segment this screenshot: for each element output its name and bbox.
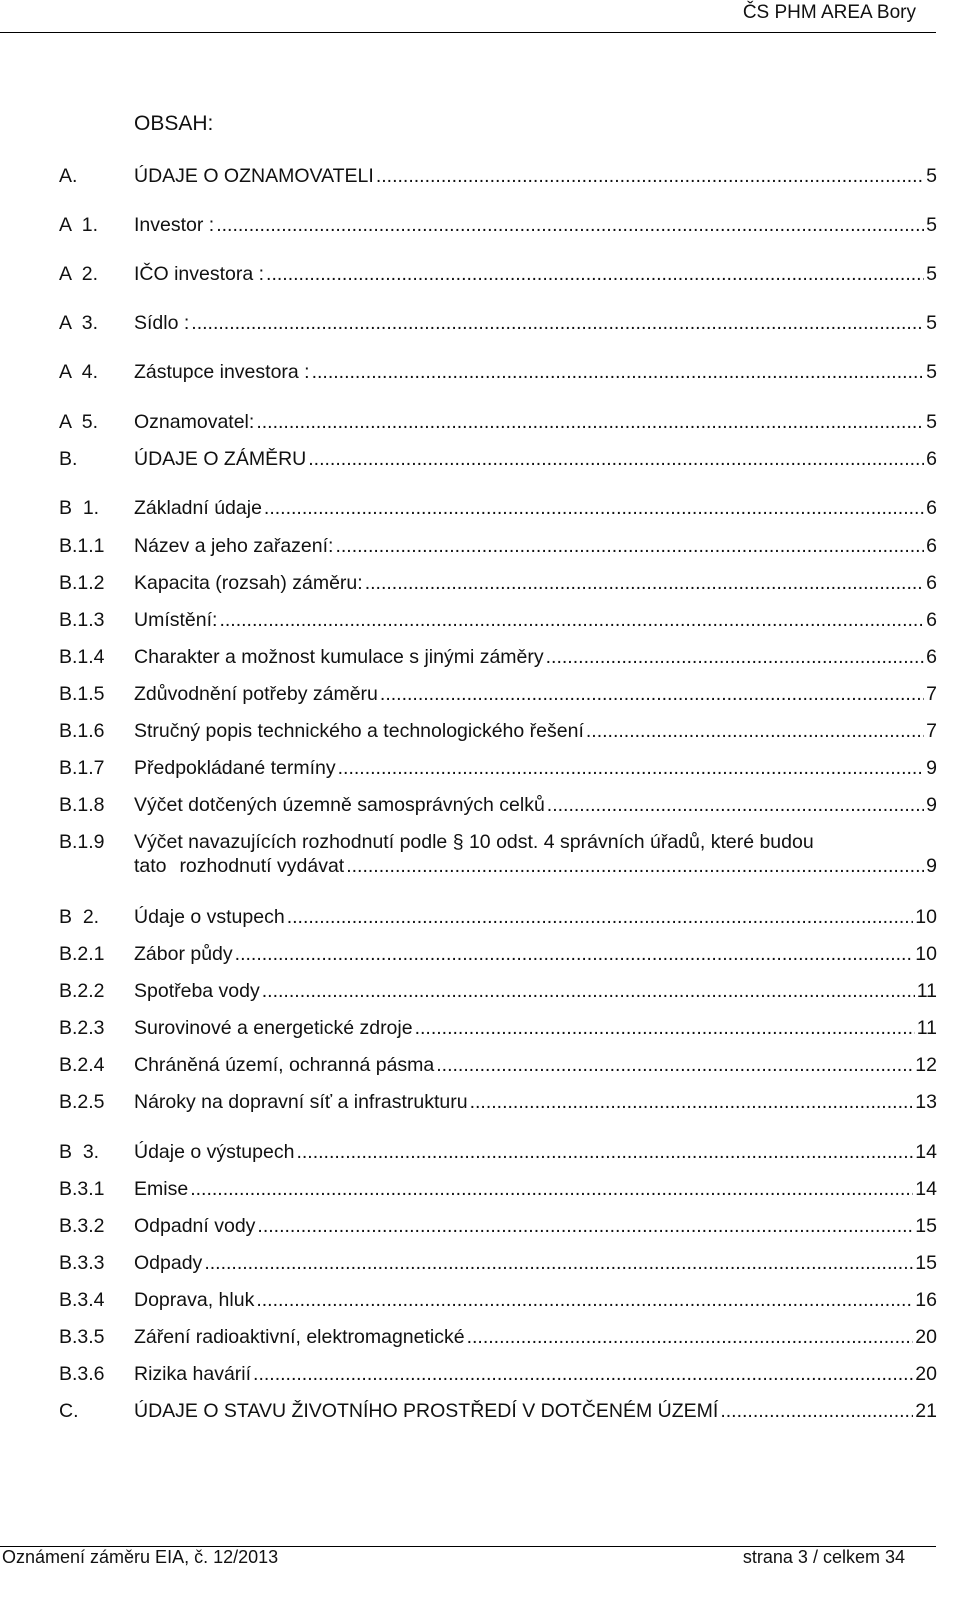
toc-entry-number: B.1.9 <box>59 831 105 853</box>
toc-entry-number: B.3.6 <box>59 1363 105 1385</box>
toc-entry-number: B.3.1 <box>59 1178 105 1200</box>
toc-entry-page: 5 <box>926 165 937 187</box>
leader-dots <box>335 534 924 558</box>
toc-entry-title: Stručný popis technického a technologického řešení <box>134 720 584 742</box>
toc-entry-title: Sídlo : <box>134 312 190 334</box>
toc-entry-title-line2-b: rozhodnutí vydávat <box>179 855 345 877</box>
toc-entry-title: Zdůvodnění potřeby záměru <box>134 683 378 705</box>
toc-entry-number: B.1.8 <box>59 794 105 816</box>
toc-entry-number: B.1.6 <box>59 720 105 742</box>
footer-document-label: Oznámení záměru EIA, č. 12/2013 <box>2 1547 279 1567</box>
toc-entry-title-line1: Výčet navazujících rozhodnutí podle § 10 odst. 4 správních úřadů, které budou <box>134 831 814 853</box>
toc-entry-number: B.2.5 <box>59 1091 105 1113</box>
toc-entry-number: B.3.3 <box>59 1252 105 1274</box>
toc-entry-number: C. <box>59 1400 79 1422</box>
toc-entry-title: ÚDAJE O STAVU ŽIVOTNÍHO PROSTŘEDÍ V DOTČENÉM ÚZEMÍ <box>134 1400 719 1422</box>
leader-dots <box>204 1251 913 1275</box>
toc-entry-number: A 3. <box>59 312 99 334</box>
leader-dots <box>266 262 924 286</box>
leader-dots <box>470 1090 914 1114</box>
toc-entry-page: 14 <box>915 1141 937 1163</box>
toc-entry-number: B.2.1 <box>59 943 105 965</box>
toc-entry-page: 9 <box>926 757 937 779</box>
toc-entry-page: 5 <box>926 312 937 334</box>
toc-entry-number: A. <box>59 165 78 187</box>
toc-entry-page: 11 <box>916 980 937 1002</box>
toc-entry-page: 5 <box>926 361 937 383</box>
toc-entry-page: 14 <box>915 1178 937 1200</box>
toc-entry-page: 13 <box>915 1091 937 1113</box>
toc-entry-number: A 5. <box>59 411 99 433</box>
leader-dots <box>296 1140 913 1164</box>
toc-entry-number: B.1.5 <box>59 683 105 705</box>
toc-entry-title: Kapacita (rozsah) záměru: <box>134 572 363 594</box>
toc-entry-number: B.2.3 <box>59 1017 105 1039</box>
leader-dots <box>312 360 925 384</box>
leader-dots <box>216 213 924 237</box>
toc-entry-title: Surovinové a energetické zdroje <box>134 1017 413 1039</box>
leader-dots <box>346 854 924 878</box>
header-rule <box>0 32 936 33</box>
leader-dots <box>436 1053 913 1077</box>
toc-entry-number: B.1.7 <box>59 757 105 779</box>
toc-entry-title: ÚDAJE O ZÁMĚRU <box>134 448 307 470</box>
leader-dots <box>256 410 924 434</box>
toc-entry-title: IČO investora : <box>134 263 265 285</box>
toc-entry-page: 5 <box>926 411 937 433</box>
toc-entry-page: 15 <box>915 1252 937 1274</box>
toc-entry-number: B 1. <box>59 497 100 519</box>
leader-dots <box>235 942 914 966</box>
toc-entry-page: 6 <box>926 646 937 668</box>
leader-dots <box>546 645 925 669</box>
toc-entry-page: 12 <box>915 1054 937 1076</box>
toc-entry-page: 10 <box>915 943 937 965</box>
toc-entry-title: Chráněná území, ochranná pásma <box>134 1054 435 1076</box>
leader-dots <box>467 1325 914 1349</box>
toc-entry-title: Základní údaje <box>134 497 262 519</box>
toc-entry-title: Předpokládané termíny <box>134 757 336 779</box>
toc-entry-page: 9 <box>926 855 937 877</box>
leader-dots <box>253 1362 913 1386</box>
leader-dots <box>287 905 914 929</box>
toc-entry-title: Odpadní vody <box>134 1215 256 1237</box>
leader-dots <box>365 571 924 595</box>
leader-dots <box>338 756 925 780</box>
toc-entry-number: B.2.4 <box>59 1054 105 1076</box>
leader-dots <box>415 1016 915 1040</box>
leader-dots <box>257 1214 913 1238</box>
toc-entry-number: B.1.1 <box>59 535 105 557</box>
toc-entry-number: B.3.5 <box>59 1326 105 1348</box>
toc-entry-title: Doprava, hluk <box>134 1289 255 1311</box>
toc-entry-title: Oznamovatel: <box>134 411 255 433</box>
toc-entry-page: 6 <box>926 609 937 631</box>
toc-entry-title: Umístění: <box>134 609 218 631</box>
toc-entry-title: Výčet dotčených územně samosprávných celků <box>134 794 545 816</box>
toc-entry-number: B.1.3 <box>59 609 105 631</box>
toc-entry-number: B. <box>59 448 78 470</box>
leader-dots <box>256 1288 913 1312</box>
toc-entry-page: 10 <box>915 906 937 928</box>
toc-entry-title: Název a jeho zařazení: <box>134 535 334 557</box>
toc-entry-title: Spotřeba vody <box>134 980 260 1002</box>
toc-entry-page: 15 <box>915 1215 937 1237</box>
toc-entry-title: Záření radioaktivní, elektromagnetické <box>134 1326 465 1348</box>
toc-entry-number: B.1.4 <box>59 646 105 668</box>
toc-entry-page: 7 <box>926 683 937 705</box>
page-header-text: ČS PHM AREA Bory <box>742 2 916 23</box>
toc-entry-title: Odpady <box>134 1252 203 1274</box>
toc-entry-page: 5 <box>926 214 937 236</box>
toc-entry-page: 11 <box>916 1017 937 1039</box>
leader-dots <box>262 979 915 1003</box>
leader-dots <box>191 311 924 335</box>
leader-dots <box>219 608 924 632</box>
toc-entry-page: 6 <box>926 448 937 470</box>
toc-entry-number: B.3.2 <box>59 1215 105 1237</box>
toc-entry-title: ÚDAJE O OZNAMOVATELI <box>134 165 374 187</box>
toc-entry-page: 20 <box>915 1326 937 1348</box>
toc-entry-title: Zástupce investora : <box>134 361 310 383</box>
leader-dots <box>190 1177 913 1201</box>
toc-entry-number: B 2. <box>59 906 100 928</box>
leader-dots <box>547 793 924 817</box>
toc-entry-number: B.2.2 <box>59 980 105 1002</box>
toc-entry-number: A 2. <box>59 263 99 285</box>
toc-entry-title: Zábor půdy <box>134 943 233 965</box>
toc-entry-title-line2-a: tato <box>134 855 167 877</box>
toc-entry-page: 21 <box>915 1400 937 1422</box>
toc-title: OBSAH: <box>134 112 214 135</box>
toc-entry-number: B.1.2 <box>59 572 105 594</box>
footer-page-number: strana 3 / celkem 34 <box>742 1547 905 1567</box>
toc-entry-page: 16 <box>915 1289 937 1311</box>
toc-entry-page: 9 <box>926 794 937 816</box>
toc-entry-title: Nároky na dopravní síť a infrastrukturu <box>134 1091 468 1113</box>
toc-entry-title: Emise <box>134 1178 189 1200</box>
leader-dots <box>308 447 924 471</box>
toc-entry-page: 6 <box>926 535 937 557</box>
toc-entry-page: 7 <box>926 720 937 742</box>
toc-entry-number: A 4. <box>59 361 99 383</box>
toc-entry-page: 6 <box>926 572 937 594</box>
toc-entry-number: B 3. <box>59 1141 100 1163</box>
toc-entry-title: Rizika havárií <box>134 1363 252 1385</box>
toc-entry-number: B.3.4 <box>59 1289 105 1311</box>
toc-entry-page: 6 <box>926 497 937 519</box>
toc-entry-number: A 1. <box>59 214 99 236</box>
leader-dots <box>720 1399 913 1423</box>
toc-entry-title: Údaje o výstupech <box>134 1141 295 1163</box>
toc-entry-title: Investor : <box>134 214 215 236</box>
leader-dots <box>264 496 924 520</box>
toc-entry-page: 5 <box>926 263 937 285</box>
toc-entry-page: 20 <box>915 1363 937 1385</box>
leader-dots <box>380 682 924 706</box>
leader-dots <box>586 719 924 743</box>
leader-dots <box>376 164 924 188</box>
toc-entry-title: Charakter a možnost kumulace s jinými záměry <box>134 646 544 668</box>
toc-entry-title: Údaje o vstupech <box>134 906 285 928</box>
